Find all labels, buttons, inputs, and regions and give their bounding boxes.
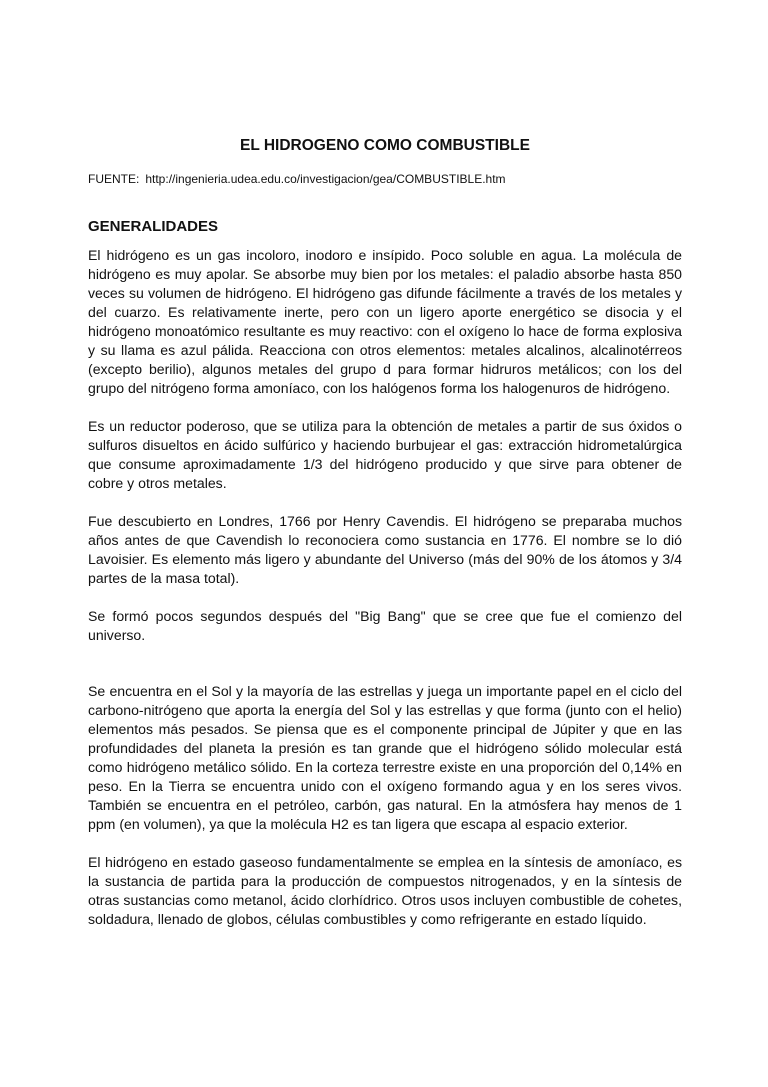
paragraph-5: Se encuentra en el Sol y la mayoría de las estrellas y juega un importante papel en el ciclo del carbono-nitrógeno que aporta la energía del Sol y las estrellas y que forma (junto con el helio) elementos más pesados. Se piensa que es el componente principal de Júpiter y que en las profundidades del planeta la presión es tan grande que el hidrógeno sólido molecular está como hidrógeno metálico sólido. En la corteza terrestre existe en una proporción del 0,14% en peso. En la Tierra se encuentra unido con el oxígeno formando agua y en los seres vivos. También se encuentra en el petróleo, carbón, gas natural. En la atmósfera hay menos de 1 ppm (en volumen), ya que la molécula H2 es tan ligera que escapa al espacio exterior. [88, 683, 682, 832]
paragraph-3: Fue descubierto en Londres, 1766 por Henry Cavendis. El hidrógeno se preparaba muchos años antes de que Cavendish lo reconociera como sustancia en 1776. El nombre se lo dió Lavoisier. Es elemento más ligero y abundante del Universo (más del 90% de los átomos y 3/4 partes de la masa total). [88, 513, 682, 586]
source-label: FUENTE: [88, 172, 140, 186]
source-url: http://ingenieria.udea.edu.co/investigacion/gea/COMBUSTIBLE.htm [145, 172, 506, 186]
paragraph-6: El hidrógeno en estado gaseoso fundamentalmente se emplea en la síntesis de amoníaco, es la sustancia de partida para la producción de compuestos nitrogenados, y en la síntesis de otras sustancias como metanol, ácido clorhídrico. Otros usos incluyen combustible de cohetes, soldadura, llenado de globos, células combustibles y como refrigerante en estado líquido. [88, 854, 682, 927]
document-title: EL HIDROGENO COMO COMBUSTIBLE [240, 137, 530, 154]
document-body [88, 246, 682, 929]
source-line [88, 172, 506, 186]
paragraph-1: El hidrógeno es un gas incoloro, inodoro e insípido. Poco soluble en agua. La molécula de hidrógeno es muy apolar. Se absorbe muy bien por los metales: el paladio absorbe hasta 850 veces su volumen de hidrógeno. El hidrógeno gas difunde fácilmente a través de los metales y del cuarzo. Es relativamente inerte, pero con un ligero aporte energético se disocia y el hidrógeno monoatómico resultante es muy reactivo: con el oxígeno lo hace de forma explosiva y su llama es azul pálida. Reacciona con otros elementos: metales alcalinos, alcalinotérreos (excepto berilio), algunos metales del grupo d para formar hidruros metálicos; con los del grupo del nitrógeno forma amoníaco, con los halógenos forma los halogenuros de hidrógeno. [88, 247, 682, 396]
paragraph-2: Es un reductor poderoso, que se utiliza para la obtención de metales a partir de sus óxidos o sulfuros disueltos en ácido sulfúrico y haciendo burbujear el gas: extracción hidrometalúrgica que consume aproximadamente 1/3 del hidrógeno producido y que sirve para obtener de cobre y otros metales. [88, 418, 682, 491]
section-heading: GENERALIDADES [88, 218, 219, 235]
paragraph-4: Se formó pocos segundos después del "Big Bang" que se cree que fue el comienzo del universo. [88, 608, 682, 643]
